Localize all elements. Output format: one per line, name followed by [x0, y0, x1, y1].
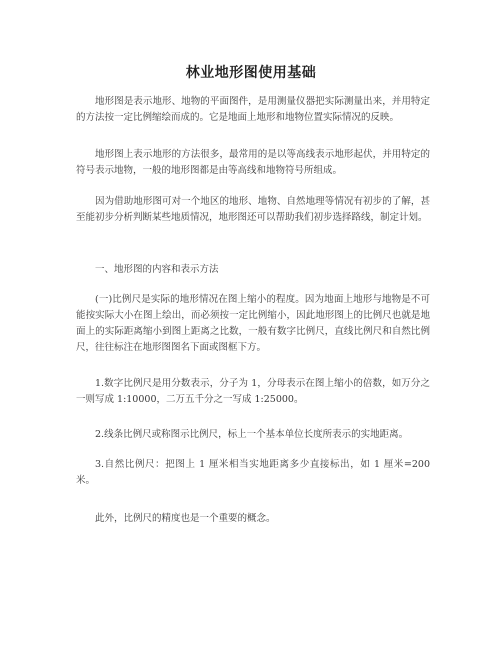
section-heading-content-and-methods: 一、地形图的内容和表示方法: [95, 264, 219, 275]
paragraph-scale-definition: (一)比例尺是实际的地形情况在图上缩小的程度。因为地面上地形与地物是不可能按实际大小在图上绘出，而必须按一定比例缩小，因此地形图上的比例尺也就是地面上的实际距离缩小到图上距离之比数，一般有数字比例尺，直线比例尺和自然比例尺，往往标注在地形图图名下面或图框下方。: [76, 294, 430, 353]
paragraph-numeric-scale: 1.数字比例尺是用分数表示，分子为 1，分母表示在图上缩小的倍数，如万分之一则写成 1:10000，二万五千分之一写成 1:25000。: [76, 378, 430, 405]
paragraph-contour-method: 地形图上表示地形的方法很多，最常用的是以等高线表示地形起伏，并用特定的符号表示地物，一般的地形图都是由等高线和地物符号所组成。: [76, 149, 430, 176]
paragraph-line-scale: 2.线条比例尺或称图示比例尺，标上一个基本单位长度所表示的实地距离。: [95, 429, 409, 440]
paragraph-usage: 因为借助地形图可对一个地区的地形、地物、自然地理等情况有初步的了解，甚至能初步分析判断某些地质情况，地形图还可以帮助我们初步选择路线，制定计划。: [76, 196, 430, 223]
paragraph-scale-precision: 此外，比例尺的精度也是一个重要的概念。: [95, 513, 276, 524]
document-title: 林业地形图使用基础: [185, 65, 317, 81]
paragraph-definition: 地形图是表示地形、地物的平面图件，是用测量仪器把实际测量出来，并用特定的方法按一定比例缩绘而成的。它是地面上地形和地物位置实际情况的反映。: [76, 96, 430, 123]
paragraph-natural-scale: 3.自然比例尺：把图上 1 厘米相当实地距离多少直接标出，如 1 厘米=200 米。: [76, 459, 430, 486]
